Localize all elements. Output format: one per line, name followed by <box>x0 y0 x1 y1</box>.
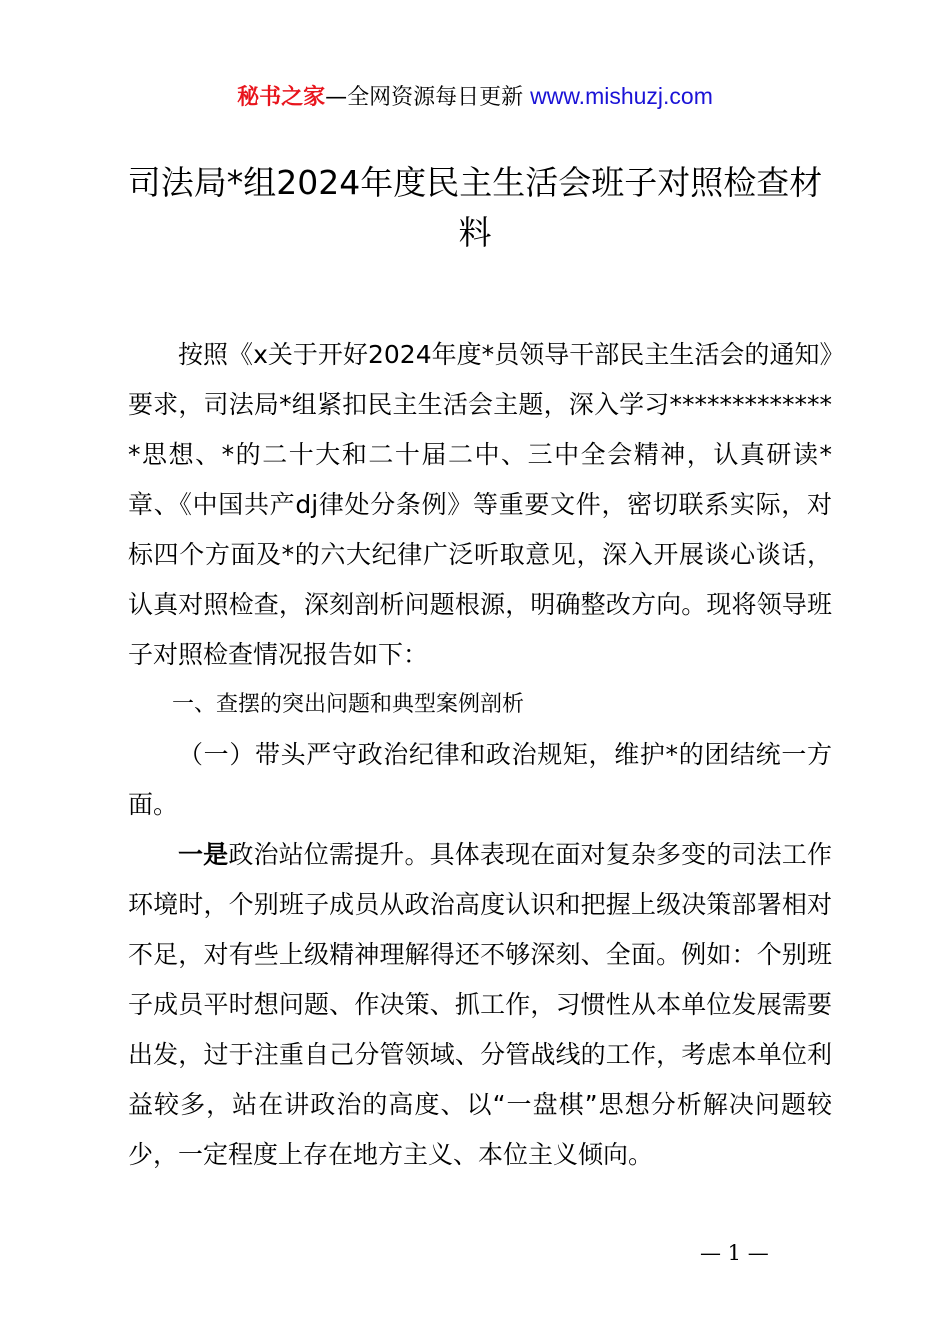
document-body <box>128 330 832 1180</box>
site-url-link[interactable]: www.mishuzj.com <box>530 83 713 109</box>
subsection-heading: （一）带头严守政治纪律和政治规矩，维护*的团结统一方面。 <box>128 740 832 819</box>
point-paragraph <box>128 830 832 1180</box>
point-lead: 一是 <box>178 840 229 869</box>
page-number: — 1 — <box>700 1241 769 1265</box>
section-heading: 一、查摆的突出问题和典型案例剖析 <box>172 692 525 717</box>
site-header <box>0 80 950 114</box>
point-text: 政治站位需提升。具体表现在面对复杂多变的司法工作环境时，个别班子成员从政治高度认识和把握上级决策部署相对不足，对有些上级精神理解得还不够深刻、全面。例如：个别班子成员平时想问题、作决策、抓工作，习惯性从本单位发展需要出发，过于注重自己分管领域、分管战线的工作，考虑本单位利益较多，站在讲政治的高度、以“一盘棋”思想分析解决问题较少，一定程度上存在地方主义、本位主义倾向。 <box>128 840 832 1169</box>
site-slogan: —全网资源每日更新 <box>325 85 524 110</box>
site-brand: 秘书之家 <box>237 85 326 110</box>
document-title: 司法局*组2024年度民主生活会班子对照检查材料 <box>127 163 823 252</box>
intro-paragraph: 按照《x关于开好2024年度*员领导干部民主生活会的通知》要求，司法局*组紧扣民主生活会主题，深入学习**************思想、*的二十大和二十届二中、三中全会精神，认真研读*章、《中国共产dj律处分条例》等重要文件，密切联系实际，对标四个方面及*的六大纪律广泛听取意见，深入开展谈心谈话，认真对照检查，深刻剖析问题根源，明确整改方向。现将领导班子对照检查情况报告如下： <box>128 340 832 669</box>
